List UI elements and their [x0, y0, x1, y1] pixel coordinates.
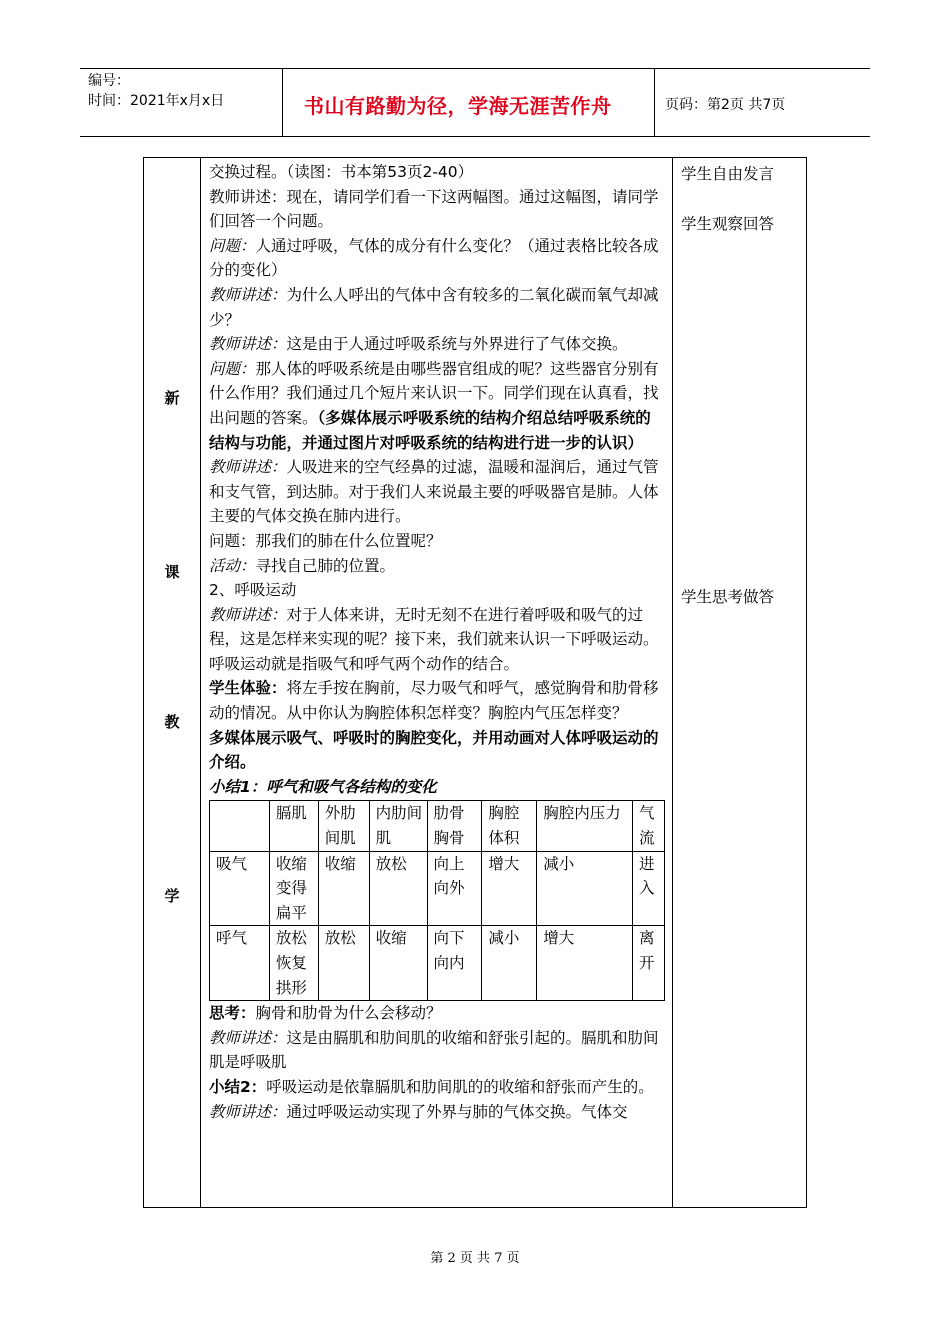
table-cell: 呼气: [210, 926, 270, 1001]
table-cell: 放松: [369, 851, 427, 926]
content-line: 教师讲述：人吸进来的空气经鼻的过滤，温暖和湿润后，通过气管和支气管，到达肺。对于我们人来说最主要的呼吸器官是肺。人体主要的气体交换在肺内进行。: [209, 458, 659, 526]
table-cell: 收缩: [318, 851, 369, 926]
table-header-cell: 膈肌: [269, 801, 318, 851]
teaching-content: [201, 158, 673, 1207]
section-char: 学: [164, 887, 180, 905]
table-cell: 收缩变得扁平: [269, 851, 318, 926]
content-line: 2、呼吸运动: [209, 581, 297, 600]
table-cell: 向上向外: [427, 851, 482, 926]
content-line: 教师讲述：这是由于人通过呼吸系统与外界进行了气体交换。: [209, 335, 628, 354]
table-row: [210, 851, 665, 926]
header-meta: [80, 69, 283, 136]
content-line: 学生体验：将左手按在胸前，尽力吸气和呼气，感觉胸骨和肋骨移动的情况。从中你认为胸腔体积怎样变？胸腔内气压怎样变？: [209, 679, 659, 723]
code-label: 编号：: [88, 73, 130, 89]
table-cell: 收缩: [369, 926, 427, 1001]
student-activity: 学生自由发言: [681, 165, 775, 183]
header-page-info: 页码：第2页 共7页: [665, 96, 786, 113]
content-line: 问题：那人体的呼吸系统是由哪些器官组成的呢？这些器官分别有什么作用？我们通过几个短片来认识一下。同学们现在认真看，找出问题的答案。（多媒体展示呼吸系统的结构介绍总结呼吸系统的结构与功能，并通过图片对呼吸系统的结构进行进一步的认识）: [209, 359, 659, 452]
page-footer: 第 2 页 共 7 页: [430, 1251, 520, 1266]
table-header-cell: 胸腔内压力: [537, 801, 633, 851]
content-line: 问题：那我们的肺在什么位置呢？: [209, 531, 442, 550]
table-header-cell: 肋骨胸骨: [427, 801, 482, 851]
table-cell: 离开: [632, 926, 664, 1001]
table-header-cell: 胸腔体积: [482, 801, 537, 851]
lesson-table: [143, 157, 807, 1208]
time-label: 时间：2021年x月x日: [88, 93, 225, 109]
table-cell: 放松: [318, 926, 369, 1001]
table-header-cell: 气流: [632, 801, 664, 851]
content-line: 活动：寻找自己肺的位置。: [209, 556, 396, 575]
content-line: 教师讲述：为什么人呼出的气体中含有较多的二氧化碳而氧气却减少？: [209, 285, 659, 329]
content-line: 交换过程。（读图：书本第53页2-40）: [209, 163, 474, 181]
table-cell: 吸气: [210, 851, 270, 926]
content-line: 小结2：呼吸运动是依靠膈肌和肋间肌的的收缩和舒张而产生的。: [209, 1077, 654, 1096]
content-line: 教师讲述：通过呼吸运动实现了外界与肺的气体交换。气体交: [209, 1102, 628, 1121]
section-char: 新: [164, 389, 180, 407]
content-line: 教师讲述：现在，请同学们看一下这两幅图。通过这幅图，请同学们回答一个问题。: [209, 187, 659, 231]
summary-1-title: 小结1：呼气和吸气各结构的变化: [209, 777, 437, 796]
breathing-comparison-table: [209, 800, 665, 1001]
table-row: [210, 926, 665, 1001]
section-char: 教: [164, 713, 180, 731]
page-header: [80, 68, 870, 137]
table-header-cell: 外肋间肌: [318, 801, 369, 851]
table-cell: 减小: [482, 926, 537, 1001]
table-header-cell: 内肋间肌: [369, 801, 427, 851]
table-cell: 向下向内: [427, 926, 482, 1001]
student-activity-column: [673, 158, 806, 1207]
table-cell: 放松恢复拱形: [269, 926, 318, 1001]
content-line: 问题：人通过呼吸，气体的成分有什么变化？（通过表格比较各成分的变化）: [209, 236, 659, 280]
section-label-column: [144, 158, 201, 1207]
table-header-cell: [210, 801, 270, 851]
section-char: 课: [164, 563, 180, 581]
content-line: 教师讲述：对于人体来讲，无时无刻不在进行着呼吸和吸气的过程，这是怎样来实现的呢？接下来，我们就来认识一下呼吸运动。呼吸运动就是指吸气和呼气两个动作的结合。: [209, 605, 659, 673]
content-line: 思考：胸骨和肋骨为什么会移动？: [209, 1004, 442, 1023]
table-cell: 减小: [537, 851, 633, 926]
content-line: 教师讲述：这是由膈肌和肋间肌的收缩和舒张引起的。膈肌和肋间肌是呼吸肌: [209, 1028, 659, 1072]
content-line: 多媒体展示吸气、呼吸时的胸腔变化，并用动画对人体呼吸运动的介绍。: [209, 728, 659, 772]
table-cell: 增大: [482, 851, 537, 926]
table-cell: 增大: [537, 926, 633, 1001]
student-activity: 学生思考做答: [681, 588, 775, 606]
student-activity: 学生观察回答: [681, 215, 775, 233]
table-header-row: [210, 801, 665, 851]
header-motto: 书山有路勤为径，学海无涯苦作舟: [283, 69, 655, 136]
table-cell: 进入: [632, 851, 664, 926]
